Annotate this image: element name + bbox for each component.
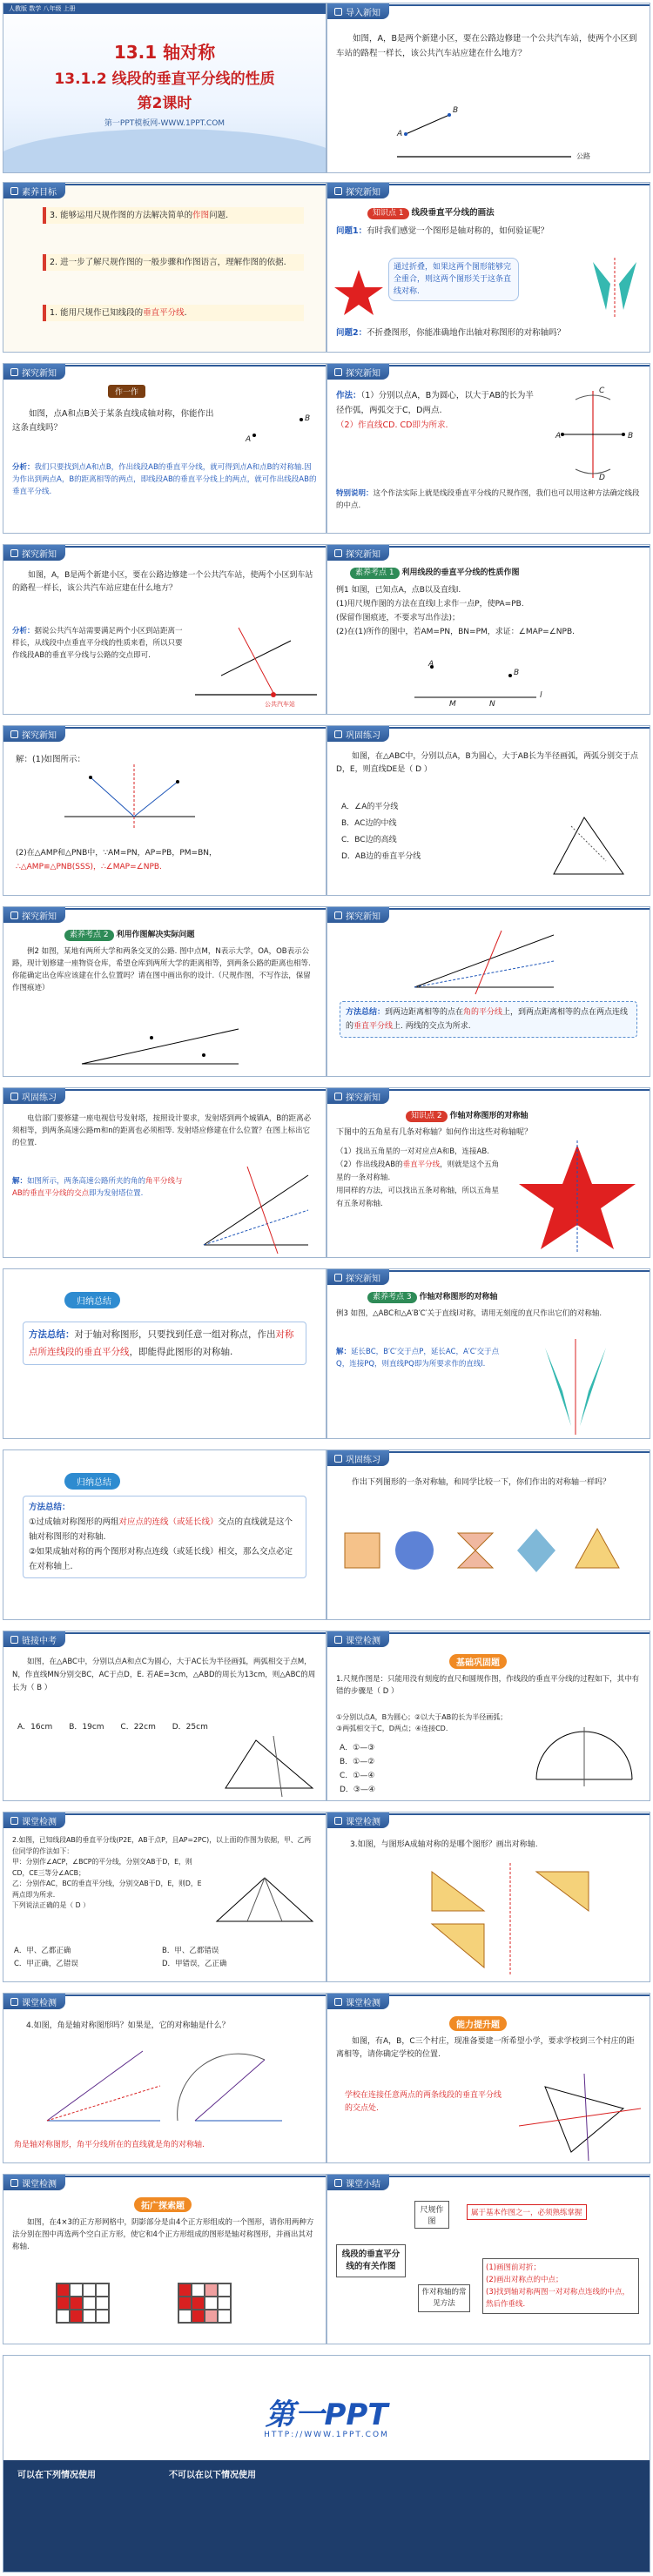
footer-url[interactable]: HTTP://WWW.1PPT.COM [264,2431,389,2439]
slide-solution-1[interactable] [3,725,326,896]
slide-header: 课堂检测 [327,1813,650,1828]
slide-header: 探究新知 [327,1088,650,1104]
slide-example-1[interactable] [326,544,650,715]
option-d[interactable]: D．25cm [172,1723,208,1732]
mindmap-center: 线段的垂直平分线的有关作图 [336,2244,406,2277]
slide-exam-link[interactable] [3,1631,326,1801]
header-icon [10,1998,18,2006]
mirror-figure [510,1339,641,1435]
slide-header: 巩固练习 [3,1088,326,1104]
option-d[interactable]: D．③—④ [340,1786,376,1794]
label-m: M [449,700,456,709]
header-icon [334,1274,342,1281]
activity-header: 作一作 [108,385,145,398]
slide-header: 课堂检测 [3,1813,326,1828]
header-icon [334,1636,342,1644]
slide-header: 探究新知 [3,545,326,561]
star-question: 下图中的五角星有几条对称轴？如何作出这些对称轴呢？ [336,1128,533,1137]
example-title: 素养考点 3 作轴对称图形的对称轴 [367,1290,497,1303]
label-b: B [514,669,520,677]
cover-brand: 第一PPT模板网-WWW.1PPT.COM [104,119,226,128]
label-b: B [628,432,634,441]
example-text: 例1 如图，已知点A，点B以及直线l. (1)用尺规作图的方法在直线l上求作一点P，使PA=PB. (保留作图痕迹，不要求写出作法)； (2)在(1)所作的图中，若AM=PN，BN=PM，求证：∠MAP=∠NPB. [336,586,575,636]
station-label: 公共汽车站 [265,701,295,708]
triangle-figure [221,1736,317,1797]
summary-header: 归纳总结 [64,1468,120,1490]
special-note: 特别说明：这个作法实际上就是线段垂直平分线的尺规作图，我们也可以用这种方法确定线段的中点. [336,489,640,510]
footer-info [3,2460,650,2573]
example-figure [406,658,545,710]
slide-header: 课堂检测 [327,1994,650,2009]
slide-header: 探究新知 [3,364,326,380]
check-question: 如图，有A，B，C三个村庄，现准备要建一所希望小学，要求学校到三个村庄的距离相等，请你确定学校的位置. [336,2037,635,2059]
star-figure [512,1140,643,1254]
cover-subject: 人教版 数学 八年级 上册 [9,5,76,12]
slide-intro[interactable] [326,3,650,173]
slide-steps[interactable] [326,363,650,534]
option-c[interactable]: C．甲正确，乙错误 [14,1960,78,1968]
option-b[interactable]: B．①—② [340,1758,375,1766]
option-b[interactable]: B．甲、乙都错误 [162,1947,219,1955]
header-icon [10,187,18,195]
mindmap-node-2: 作对称轴的常见方法 [418,2284,470,2312]
villages-figure [519,2074,641,2161]
forbidden-column: 不可以在以下情况使用 [169,2471,256,2480]
arc-figure [528,1718,641,1788]
option-a[interactable]: A．∠A的平分线 [341,803,399,811]
slide-knowledge-1[interactable] [326,182,650,353]
summary-box: 方法总结： ①过成轴对称图形的两组对应点的连线（或延长线）交点的直线就是这个轴对称图形的对称轴. ②如果成轴对称的两个图形对称点连线（或延长线）相交，那么交点必定在对称轴上. [23,1496,306,1578]
option-d[interactable]: D．甲错误，乙正确 [162,1960,227,1968]
intro-figure [327,3,650,173]
level-pill: 拓广探索题 [134,2196,192,2212]
footer-logo: 第一PPT [265,2398,388,2432]
slide-header: 探究新知 [327,1269,650,1285]
tower-figure [195,1167,317,1254]
slide-construct[interactable] [3,363,326,534]
header-icon [334,549,342,557]
options-list [341,799,421,865]
check-question: 如图，在4×3的正方形网格中，阴影部分是由4个正方形组成的一个图形，请你用两种方法分别在图中再选两个空白正方形，使它和4个正方形组成的图形是轴对称图形，并画出其对称轴. [12,2218,314,2251]
question-1: 问题1：有时我们感觉一个图形是轴对称的，如何验证呢？ [336,226,549,236]
knowledge-title: 知识点 1 线段垂直平分线的画法 [367,205,495,219]
warehouse-figure [406,926,562,996]
symmetric-shape-figure [589,258,641,319]
slide-header: 探究新知 [327,545,650,561]
allowed-column: 可以在下列情况使用 [17,2471,96,2480]
slide-header: 课堂检测 [3,1994,326,2009]
slide-check-5[interactable] [326,1993,650,2163]
goal-item: 3. 能够运用尺规作图的方法解决简单的作图问题. [43,207,304,224]
cover-subtitle: 13.1.2 线段的垂直平分线的性质 [54,71,275,88]
slide-header: 探究新知 [3,726,326,742]
solution-figure [56,764,204,834]
label-c: C [599,387,605,395]
slide-header: 探究新知 [327,364,650,380]
angle-figure [30,2042,291,2129]
label-l: l [540,691,542,700]
grid-figure-1 [56,2283,110,2324]
point-b [448,113,451,117]
header-icon [334,730,342,738]
header-icon [10,1093,18,1100]
practice-solution: 解：如图所示，两条高速公路所夹的角的角平分线与AB的垂直平分线的交点即为发射塔位置. [12,1177,183,1198]
check-question: 2.如图，已知线段AB的垂直平分线(P2E，AB于点P，且AP=2PC)，以上面的作图为依据，甲、乙两位同学的作法如下： 甲：分别作∠ACP，∠BCP的平分线，分别交AB于D，E，则CD，CE三等分∠ACB； 乙：分别作AC，BC的垂直平分线，分别交AB于D，E，则D，E两点即为所求. 下列说法正确的是（ D ） [12,1836,312,1909]
cover-wave [3,129,326,173]
analysis-text: 分析：据说公共汽车站需要满足两个小区到站距离一样长，从线段中点垂直平分线的性质来看，所以只要作线段AB的垂直平分线与公路的交点即可. [12,627,183,660]
label-a: A [246,435,252,444]
goal-item: 1. 能用尺规作已知线段的垂直平分线. [43,305,304,321]
slide-header: 链接中考 [3,1631,326,1647]
fold-bubble: 通过折叠，如果这两个图形能够完全重合，则这两个图形关于这条直线对称. [388,258,519,301]
summary-box: 方法总结：对于轴对称图形，只要找到任意一组对称点，作出对称点所连线段的垂直平分线，即能得此图形的对称轴. [23,1322,306,1365]
problem-text: 如图，A，B是两个新建小区，要在公路边修建一个公共汽车站，使两个小区到车站的路程一样长，该公共汽车站应建在什么地方？ [12,571,313,593]
practice-question: 电信部门要修建一座电视信号发射塔，按照设计要求，发射塔到两个城镇A，B的距离必须相等，到两条高速公路m和n的距离也必须相等. 发射塔应修建在什么位置？在图上标出它的位置. [12,1114,312,1147]
header-icon [334,1817,342,1825]
slide-goals[interactable] [3,182,326,353]
shapes-row-figure [336,1520,641,1581]
option-c[interactable]: C．22cm [120,1723,156,1732]
example-text: 例3 如图，△ABC和△A′B′C′关于直线l对称，请用无刻度的直尺作出它们的对称轴. [336,1309,603,1318]
goal-item: 2. 进一步了解尺规作图的一般步骤和作图语言，理解作图的依据. [43,254,304,271]
slide-check-3[interactable] [326,1812,650,1982]
option-a[interactable]: A．16cm [17,1723,53,1732]
trisect-figure [212,1873,317,1926]
label-a: A [428,660,434,669]
header-icon [334,911,342,919]
slide-practice-1[interactable] [326,725,650,896]
slide-practice-3[interactable] [326,1449,650,1620]
slide-check-4[interactable] [3,1993,326,2163]
label-n: N [489,700,495,709]
slide-header: 素养目标 [3,183,326,198]
station-figure [195,623,317,710]
question-2: 问题2：不折叠图形，你能准确地作出轴对称图形的对称轴吗？ [336,328,566,338]
label-a: A [555,432,562,441]
slide-header: 巩固练习 [327,726,650,742]
header-icon [10,730,18,738]
example-solution: 解：延长BC，B′C′交于点P，延长AC，A′C′交于点Q，连接PQ，则直线PQ即为所要求作的直线l. [336,1348,500,1369]
slide-summary-1[interactable] [3,1268,326,1439]
slide-example-3[interactable] [326,1268,650,1439]
label-b: B [453,106,459,115]
slide-header: 导入新知 [327,3,650,19]
header-icon [334,1998,342,2006]
knowledge-title: 知识点 2 作轴对称图形的对称轴 [406,1109,528,1122]
construct-question: 如图，点A和点B关于某条直线成轴对称，你能作出这条直线吗？ [12,409,214,433]
triangle-figure [545,813,632,883]
example-title: 素养考点 1 利用线段的垂直平分线的性质作图 [350,566,519,579]
point-a [404,132,407,136]
slide-summary-2[interactable] [3,1449,326,1620]
cover-lesson: 第2课时 [137,95,192,112]
triangles-figure [423,1863,597,1976]
slide-knowledge-2[interactable] [326,1087,650,1258]
slide-check-2[interactable] [3,1812,326,1982]
option-c[interactable]: C．①—④ [340,1772,375,1780]
grid-figure-2 [178,2283,232,2324]
slide-header: 课堂检测 [327,1631,650,1647]
example-title: 素养考点 2 利用作图解决实际问题 [64,928,194,941]
intro-text: 如图，A，B是两个新建小区，要在公路边修建一个公共汽车站，使两个小区到车站的路程一样长，该公共汽车站应建在什么地方？ [336,34,637,58]
option-b[interactable]: B．19cm [69,1723,104,1732]
options-row [17,1720,222,1732]
slide-header: 探究新知 [3,907,326,923]
header-icon [334,187,342,195]
slide-header: 探究新知 [327,183,650,198]
practice-question: 如图，在△ABC中，分别以点A，B为圆心，大于AB长为半径画弧，两弧分别交于点D，E，则直线DE是（ D ） [336,752,639,774]
level-pill: 能力提升题 [449,2014,507,2031]
construction-steps: 作法：（1）分别以点A，B为圆心，以大于AB的长为半径作弧，两弧交于C，D两点. （2）作直线CD. CD即为所求. [336,391,534,430]
practice-question: 作出下列图形的一条对称轴，和同学比较一下，你们作出的对称轴一样吗？ [352,1478,611,1487]
analysis-text: 分析：我们只要找到点A和点B，作出线段AB的垂直平分线，就可得到点A和点B的对称轴.因为作出到两点A，B的距离相等的两点，即线段AB的垂直平分线上的两点，就可作出线段AB的垂直平分线. [12,463,317,496]
label-a: A [397,130,403,138]
slide-bus-station[interactable] [3,544,326,715]
roads-figure [73,1020,247,1073]
header-icon [10,1636,18,1644]
label-b: B [305,414,311,423]
slide-header: 巩固练习 [327,1450,650,1466]
slide-example-2[interactable] [3,906,326,1077]
star-figure [333,266,385,319]
solution-intro: 解：(1)如图所示： [16,755,85,764]
example-text: 例2 如图，某地有两所大学和两条交叉的公路. 图中点M，N表示大学，OA，OB表示公路，现计划修建一座物资仓库，希望仓库到两所大学的距离相等，到两条公路的距离也相等. 你能确定出仓库应该建在什么位置吗？请在图中画出你的设计.（尺规作图，不写作法，保留作图痕迹） [12,947,311,992]
slide-summary-3[interactable] [326,2174,650,2344]
check-question: 3.如图，与图形A成轴对称的是哪个图形？画出对称轴. [350,1840,538,1849]
road-label: 公路 [576,152,590,160]
slide-check-6[interactable] [3,2174,326,2344]
header-icon [10,368,18,376]
header-icon [334,2179,342,2187]
header-icon [10,549,18,557]
footer-banner[interactable] [3,2355,650,2573]
slide-header: 探究新知 [327,907,650,923]
mindmap-node-2-result: (1)画图前对折； (2)画出对称点的中点； (3)找到轴对称两图一对对称点连线的中点，然后作垂线. [482,2258,639,2314]
check-question: 4.如图，角是轴对称图形吗？如果是，它的对称轴是什么？ [26,2021,230,2030]
header-icon [334,1455,342,1463]
header-icon [10,1817,18,1825]
options-grid [14,1945,310,1971]
star-steps: （1）找出五角星的一对对应点A和B，连接AB. （2）作出线段AB的垂直平分线，则就是这个五角星的一条对称轴. 用同样的方法，可以找出五条对称轴，所以五角星有五条对称轴. [336,1147,500,1208]
answer-text: 角是轴对称图形，角平分线所在的直线就是角的对称轴. [14,2141,205,2149]
method-box: 方法总结：到两边距离相等的点在角的平分线上，到两点距离相等的点在两点连线的垂直平分线上. 两线的交点为所求. [340,1001,637,1038]
mindmap-node-1-result: 属于基本作图之一，必须熟练掌握 [467,2204,587,2220]
slide-header: 课堂检测 [3,2175,326,2190]
option-a[interactable]: A．①—③ [340,1744,375,1752]
option-a[interactable]: A．甲、乙都正确 [14,1947,71,1955]
header-icon [334,1093,342,1100]
slide-check-1[interactable] [326,1631,650,1801]
check-question: 1.尺规作图是：只能用没有刻度的直尺和圆规作图，作线段的垂直平分线的过程如下，其中有错的步骤是（ D ） [336,1675,640,1696]
option-b[interactable]: B．AC边的中线 [341,819,397,828]
header-icon [10,911,18,919]
check-steps: ①分别以点A，B为圆心；②以大于AB的长为半径画弧；③两弧相交于C，D两点；④连接CD. [336,1713,508,1732]
option-d[interactable]: D．AB边的垂直平分线 [341,852,421,861]
slide-practice-2[interactable] [3,1087,326,1258]
proof-text: (2)在△AMP和△PNB中，∵AM=PN，AP=PB，PM=BN， ∴△AMP≌△PNB(SSS)，∴∠MAP=∠NPB. [16,849,217,871]
mindmap-node-1: 尺规作图 [414,2201,449,2229]
level-pill: 基础巩固题 [449,1652,507,1669]
summary-header: 归纳总结 [64,1287,120,1308]
hint-text: 学校在连接任意两点的两条线段的垂直平分线的交点处. [345,2091,502,2113]
slide-header: 课堂小结 [327,2175,650,2190]
header-icon [10,2179,18,2187]
option-c[interactable]: C．BC边的高线 [341,836,397,844]
options-list [340,1741,375,1797]
header-icon [334,368,342,376]
label-d: D [599,474,605,482]
slide-cover[interactable] [3,3,326,173]
exam-question: 如图，在△ABC中，分别以点A和点C为圆心，大于AC长为半径画弧，两弧相交于点M，N，作直线MN分别交BC，AC于点D，E. 若AE=3cm，△ABD的周长为13cm，则△ABC的周长为（ B ） [12,1658,316,1692]
slide-method-1[interactable] [326,906,650,1077]
cover-title: 13.1 轴对称 [113,42,216,63]
